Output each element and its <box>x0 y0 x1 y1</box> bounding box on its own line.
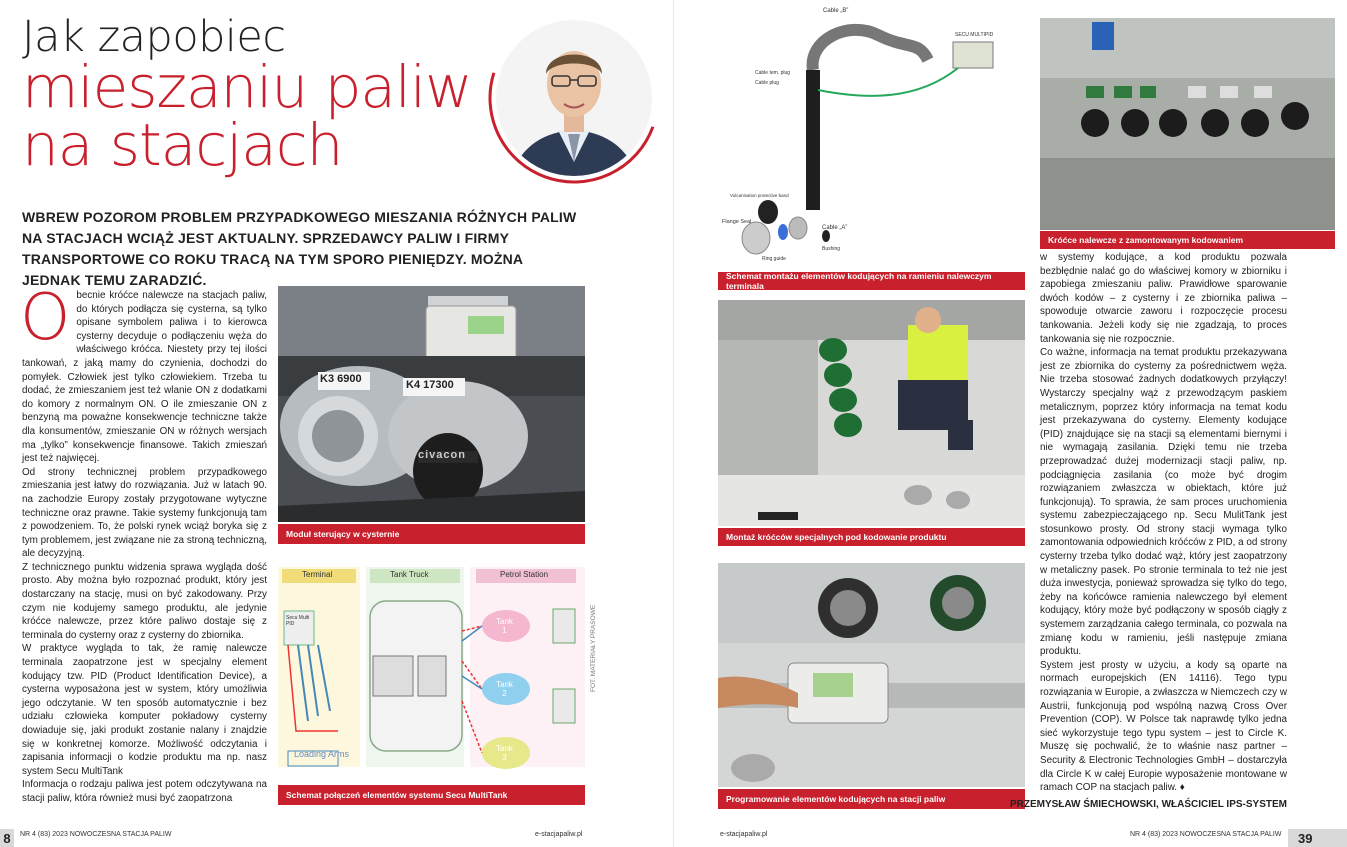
paragraph-text: System jest prosty w użyciu, a kody są oparte na normach europejskich (EN 14116). Tego typu rozwiązania w Europie, a zwłaszcza w Niemczech czy w Austrii, funkcjonują pod wspólną nazwą Cross Over Prevention (COP). W Polsce tak naprawdę tylko jedna sieć wykorzystuje tego typu system – jest to Circle K. Muszę się pochwalić, że to właśnie nasz partner – Security & Electronic Technologies GmbH – dostarczyła dla Circle K w całej Europie wyposażenie montowane w ramach COP na stacjach paliw. <box>1040 659 1287 794</box>
assembly-cable-plug: Cable plug <box>755 80 779 86</box>
footer-web-right: e-stacjapaliw.pl <box>720 831 768 838</box>
tank-label-k4: K4 17300 <box>406 379 454 391</box>
body-column-right <box>1040 251 1287 795</box>
tank-label-k3: K3 6900 <box>320 373 362 385</box>
photo-control-module <box>278 286 585 522</box>
end-mark: ♦ <box>1179 782 1185 794</box>
civacon-label: civacon <box>418 449 466 461</box>
photo-installation <box>718 300 1025 526</box>
photo-nozzles <box>1040 18 1335 230</box>
page-number-left: 8 <box>0 829 14 847</box>
assembly-cable-b: Cable „B” <box>823 8 849 14</box>
tank-1-number: 1 <box>502 626 507 635</box>
installation-illustration <box>718 300 1025 526</box>
title-line-2: mieszaniu paliw <box>22 53 472 121</box>
paragraph: W praktyce wygląda to tak, że ramię nalewcze terminala zaopatrzone jest w specjalny element kodujący tzw. PID (Product Identification Device), a cysterna wyposażona jest w system, który umożliwia jego odczytanie. W ten sposób automatycznie i bez udziału człowieka komputer pokładowy cysterny dowiaduje się, jaki produkt zostanie nalany i znajdzie się w konkretnej komorze. Możliwość odczytania i zapisania informacji o kodzie produktu ma np. nasz system Secu MultiTank <box>22 643 267 777</box>
tank-3-text: Tank <box>496 744 513 753</box>
tank-1-label <box>496 617 513 635</box>
paragraph: becnie króćce nalewcze na stacjach paliw, do których podłącza się cysterna, są tylko opisane symbolem paliwa i to kierowca cysterny decyduje o podłączeniu węża do właściwego króćca. Niestety przy tej ilości tankowań, z jaką mamy do czynienia, dochodzi do pomyłek. Człowiek jest tylko człowiekiem. Trzeba tu dodać, że zmieszaniem jest też wlanie ON z dodatkami do komory z normalnym ON. O ile zmieszanie ON z benzyną ma poważne konsekwencje techniczne także dla konsumentów, zmieszanie ON w różnych wersjach ma „tylko” konsekwencje finansowe. Takich zmieszań jest też najwięcej. <box>22 290 267 465</box>
diagram-loading-arms-label: Loading Arms <box>294 749 350 759</box>
paragraph: Co ważne, informacja na temat produktu przekazywana jest ze zbiornika do cysterny za pośrednictwem węża. Nie trzeba stosować żadnych dodatkowych przyłączy! Wystarczy specjalny wąż z przewodzącym paskiem metalicznym, poprzez który informacja na temat kodu jest przekazywana do cysterny. Elementy kodujące (PID) znajdujące się na stacji są elementami biernymi i nie wymagają zasilania. Dzięki temu nie trzeba przeprowadzać dużej modernizacji stacji paliw, np. podciągnięcia zasilania (co może być drogim rozwiązaniem zwłaszcza w obiektach, które już funkcjonują). To sprawia, że sam proces uruchomienia systemu zabezpieczającego np. Secu MulitTank jest stosunkowo prosty. Od strony stacji wymaga tylko zamontowania odpowiednich króćców z PID, a od strony cysterny trzeba tylko dodać wąż, który jest zaopatrzony w metaliczny pasek. Po stronie terminala to też nie jest duża inwestycja, ponieważ sprowadza się tylko do tego, żeby na końcówce ramienia nalewczego był element kodujący, który może być podłączony w sposób ciągły z systemem zarządzania całego terminala, co pozwala na zmianę kodu w ramieniu, jeśli następuje zmiana produktu. <box>1040 347 1288 658</box>
diagram-tank-truck-label: Tank Truck <box>390 570 429 579</box>
nozzles-illustration <box>1040 18 1335 230</box>
assembly-cable-a: Cable „A” <box>822 225 848 231</box>
footer-issue-right: NR 4 (83) 2023 NOWOCZESNA STACJA PALIW <box>1130 831 1282 838</box>
photo-programming <box>718 563 1025 787</box>
page-number-right: 39 <box>1288 829 1347 847</box>
assembly-cable-tem: Cable tem. plug <box>755 70 791 76</box>
caption-control-module: Moduł sterujący w cysternie <box>278 524 585 544</box>
footer-web-left: e-stacjapaliw.pl <box>535 831 583 838</box>
paragraph: Z technicznego punktu widzenia sprawa wygląda dość prosto. Aby można było rozpoznać produkt, który jest dostarczany na stację, musi on być zakodowany. Przy czym nie kodujemy samego produktu, ale jedynie króćce nalewcze, przez które paliwo dostaje się z terminala do cysterny oraz z cysterny do zbiornika. <box>22 561 267 641</box>
diagram-secu-multitank <box>278 561 585 783</box>
assembly-ring: Ring guide <box>762 256 786 262</box>
programming-illustration <box>718 563 1025 787</box>
assembly-vulcanisation: Vulcanisation protective band <box>730 193 789 198</box>
author-portrait <box>488 12 660 184</box>
paragraph <box>1040 659 1287 795</box>
caption-nozzles: Króćce nalewcze z zamontowanym kodowaniem <box>1040 231 1335 249</box>
paragraph: Od strony technicznej problem przypadkowego zmieszania jest łatwy do rozwiązania. Już w latach 90. na zachodzie Europy zostały przygotowane wytyczne techniczne oraz prawne. Takie systemy funkcjonują tam z powodzeniem. To, że polski rynek wciąż boryka się z tym problemem, jest związane nie za stroną techniczną, ale decyzyjną. <box>22 466 267 560</box>
diagram-assembly <box>718 0 1025 268</box>
tank-3-number: 3 <box>502 753 507 762</box>
assembly-flange: Flange Seal <box>722 219 752 225</box>
caption-programming: Programowanie elementów kodujących na stacji paliw <box>718 789 1025 809</box>
paragraph: Informacja o rodzaju paliwa jest potem odczytywana na stacji paliw, która również musi być zaopatrzona <box>22 779 267 804</box>
title-line-1: Jak zapobiec <box>22 12 286 62</box>
tank-3-label <box>496 744 513 762</box>
title-line-3: na stacjach <box>22 111 343 179</box>
body-column-left <box>20 281 267 806</box>
tank-2-label <box>496 680 513 698</box>
footer-issue-left: NR 4 (83) 2023 NOWOCZESNA STACJA PALIW <box>20 831 172 838</box>
tank-1-text: Tank <box>496 617 513 626</box>
diagram-petrol-station-label: Petrol Station <box>500 570 549 579</box>
tank-2-number: 2 <box>502 689 507 698</box>
author-signature: PRZEMYSŁAW ŚMIECHOWSKI, WŁAŚCICIEL IPS-SYSTEM <box>1009 799 1287 810</box>
tank-2-text: Tank <box>496 680 513 689</box>
assembly-bushing: Bushing <box>822 246 841 252</box>
photo-credit: FOT. MATERIAŁY PRASOWE <box>590 604 597 692</box>
paragraph: w systemy kodujące, a kod produktu pozwala bezbłędnie nalać go do właściwej komory w zbiorniku i zapobiega zmieszaniu paliw. Prawidłowe sparowanie dwóch kodów – z cysterny i ze zbiornika paliwa – spowoduje otwarcie zaworu i rozpoczęcie procesu tankowania. Jeżeli kody się nie zgadzają, to proces tankowania się nie rozpocznie. <box>1040 252 1287 345</box>
lead-paragraph: WBREW POZOROM PROBLEM PRZYPADKOWEGO MIESZANIA RÓŻNYCH PALIW NA STACJACH WCIĄŻ JEST AKTUALNY. SPRZEDAWCY PALIW I FIRMY TRANSPORTOWE CO ROKU TRACĄ NA TYM SPORO PIENIĘDZY. MOŻNA JEDNAK TEMU ZARADZIĆ. <box>22 209 577 288</box>
assembly-illustration <box>718 0 1025 268</box>
page-gutter <box>673 0 674 847</box>
diagram-secu-pid-label: Secu Multi PID <box>286 615 310 627</box>
assembly-secu: SECU MULTIPID <box>955 32 994 38</box>
caption-scheme: Schemat połączeń elementów systemu Secu MultiTank <box>278 785 585 805</box>
control-module-illustration <box>278 286 585 522</box>
caption-installation: Montaż króćców specjalnych pod kodowanie produktu <box>718 528 1025 546</box>
caption-assembly: Schemat montażu elementów kodujących na ramieniu nalewczym terminala <box>718 272 1025 290</box>
diagram-terminal-label: Terminal <box>302 570 333 579</box>
drop-cap: O <box>20 281 71 355</box>
